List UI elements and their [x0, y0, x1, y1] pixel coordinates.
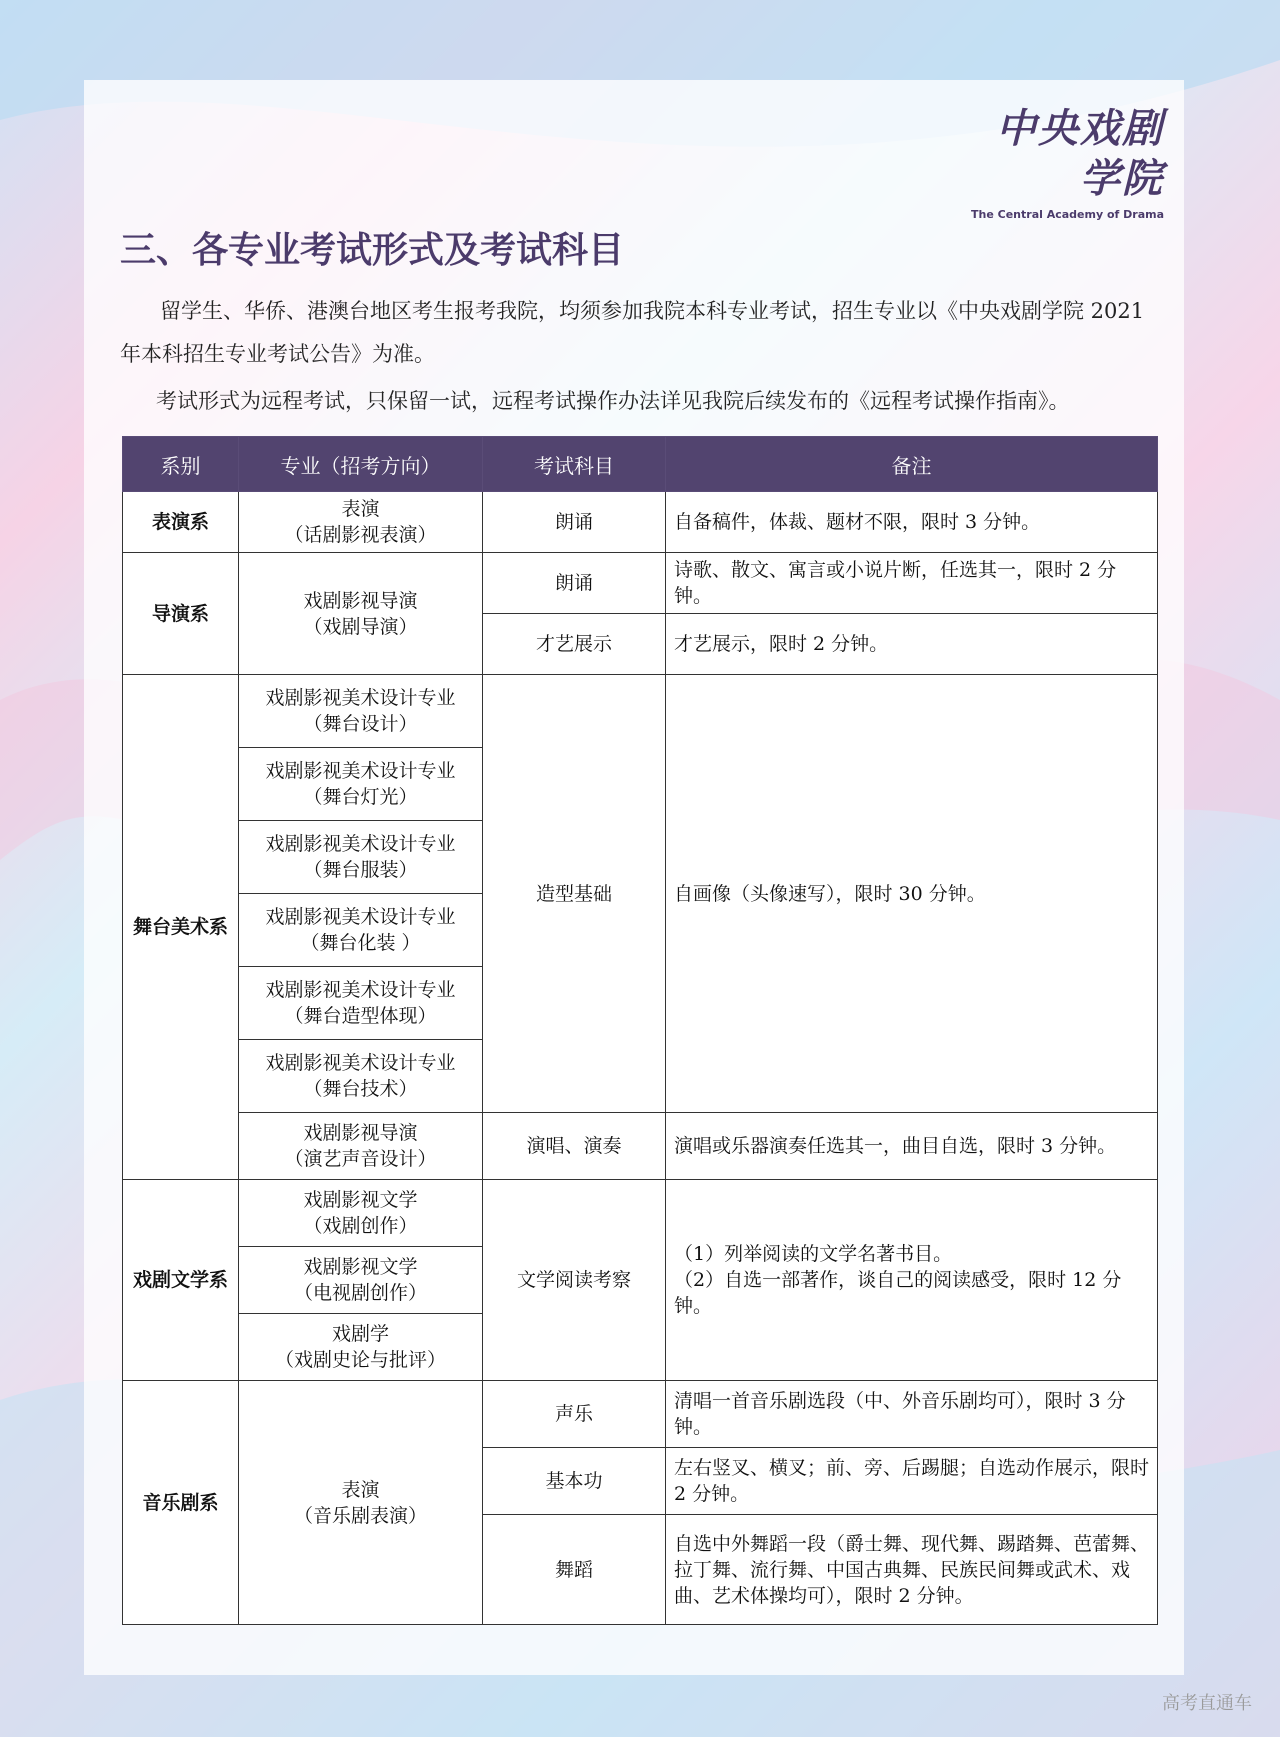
note-cell: 清唱一首音乐剧选段（中、外音乐剧均可），限时 3 分钟。 [666, 1381, 1158, 1448]
note-cell: （1）列举阅读的文学名著书目。 （2）自选一部著作，谈自己的阅读感受，限时 12 分钟。 [666, 1180, 1158, 1381]
note-cell: 自画像（头像速写），限时 30 分钟。 [666, 675, 1158, 1113]
major-cell: 表演 （音乐剧表演） [239, 1381, 483, 1625]
subject-cell: 基本功 [483, 1448, 666, 1515]
table-row [123, 675, 1158, 748]
table-row [123, 1381, 1158, 1448]
major-cell: 戏剧影视导演 （戏剧导演） [239, 553, 483, 675]
major-cell: 戏剧影视美术设计专业 （舞台化装 ） [239, 894, 483, 967]
table-header-row [123, 437, 1158, 492]
header-subject: 考试科目 [483, 437, 666, 492]
dept-cell: 舞台美术系 [123, 675, 239, 1180]
subject-cell: 声乐 [483, 1381, 666, 1448]
major-cell: 戏剧影视导演 （演艺声音设计） [239, 1113, 483, 1180]
header-notes: 备注 [666, 437, 1158, 492]
subject-cell: 舞蹈 [483, 1515, 666, 1625]
subject-cell: 朗诵 [483, 553, 666, 614]
exam-table [122, 436, 1158, 1625]
dept-cell: 表演系 [123, 492, 239, 553]
major-cell: 戏剧影视文学 （戏剧创作） [239, 1180, 483, 1247]
major-cell: 戏剧影视美术设计专业 （舞台造型体现） [239, 967, 483, 1040]
table-row [123, 1180, 1158, 1247]
major-cell: 戏剧影视美术设计专业 （舞台设计） [239, 675, 483, 748]
subject-cell: 朗诵 [483, 492, 666, 553]
section-title: 三、各专业考试形式及考试科目 [120, 230, 625, 271]
subject-cell: 演唱、演奏 [483, 1113, 666, 1180]
academy-logo [958, 104, 1164, 221]
subject-cell: 才艺展示 [483, 614, 666, 675]
intro-paragraph: 留学生、华侨、港澳台地区考生报考我院，均须参加我院本科专业考试，招生专业以《中央戏剧学院 2021 年本科招生专业考试公告》为准。 [120, 299, 1145, 366]
major-cell: 表演 （话剧影视表演） [239, 492, 483, 553]
note-cell: 诗歌、散文、寓言或小说片断，任选其一，限时 2 分钟。 [666, 553, 1158, 614]
dept-cell: 戏剧文学系 [123, 1180, 239, 1381]
header-major: 专业（招考方向） [239, 437, 483, 492]
watermark-text: 高考直通车 [1162, 1693, 1252, 1714]
note-cell: 演唱或乐器演奏任选其一，曲目自选，限时 3 分钟。 [666, 1113, 1158, 1180]
note-cell: 才艺展示，限时 2 分钟。 [666, 614, 1158, 675]
major-cell: 戏剧影视美术设计专业 （舞台服装） [239, 821, 483, 894]
exam-form-paragraph: 考试形式为远程考试，只保留一试，远程考试操作办法详见我院后续发布的《远程考试操作指南》。 [156, 389, 1070, 413]
table-row [123, 553, 1158, 614]
table-row [123, 1113, 1158, 1180]
subject-cell: 造型基础 [483, 675, 666, 1113]
major-cell: 戏剧影视美术设计专业 （舞台灯光） [239, 748, 483, 821]
major-cell: 戏剧学 （戏剧史论与批评） [239, 1314, 483, 1381]
note-cell: 自选中外舞蹈一段（爵士舞、现代舞、踢踏舞、芭蕾舞、拉丁舞、流行舞、中国古典舞、民族民间舞或武术、戏曲、艺术体操均可），限时 2 分钟。 [666, 1515, 1158, 1625]
header-department: 系别 [123, 437, 239, 492]
table-row [123, 492, 1158, 553]
dept-cell: 音乐剧系 [123, 1381, 239, 1625]
note-cell: 左右竖叉、横叉；前、旁、后踢腿；自选动作展示，限时 2 分钟。 [666, 1448, 1158, 1515]
major-cell: 戏剧影视美术设计专业 （舞台技术） [239, 1040, 483, 1113]
logo-english-name: The Central Academy of Drama [971, 208, 1164, 221]
major-cell: 戏剧影视文学 （电视剧创作） [239, 1247, 483, 1314]
dept-cell: 导演系 [123, 553, 239, 675]
subject-cell: 文学阅读考察 [483, 1180, 666, 1381]
logo-chinese-name: 中央戏剧学院 [996, 105, 1164, 202]
note-cell: 自备稿件，体裁、题材不限，限时 3 分钟。 [666, 492, 1158, 553]
